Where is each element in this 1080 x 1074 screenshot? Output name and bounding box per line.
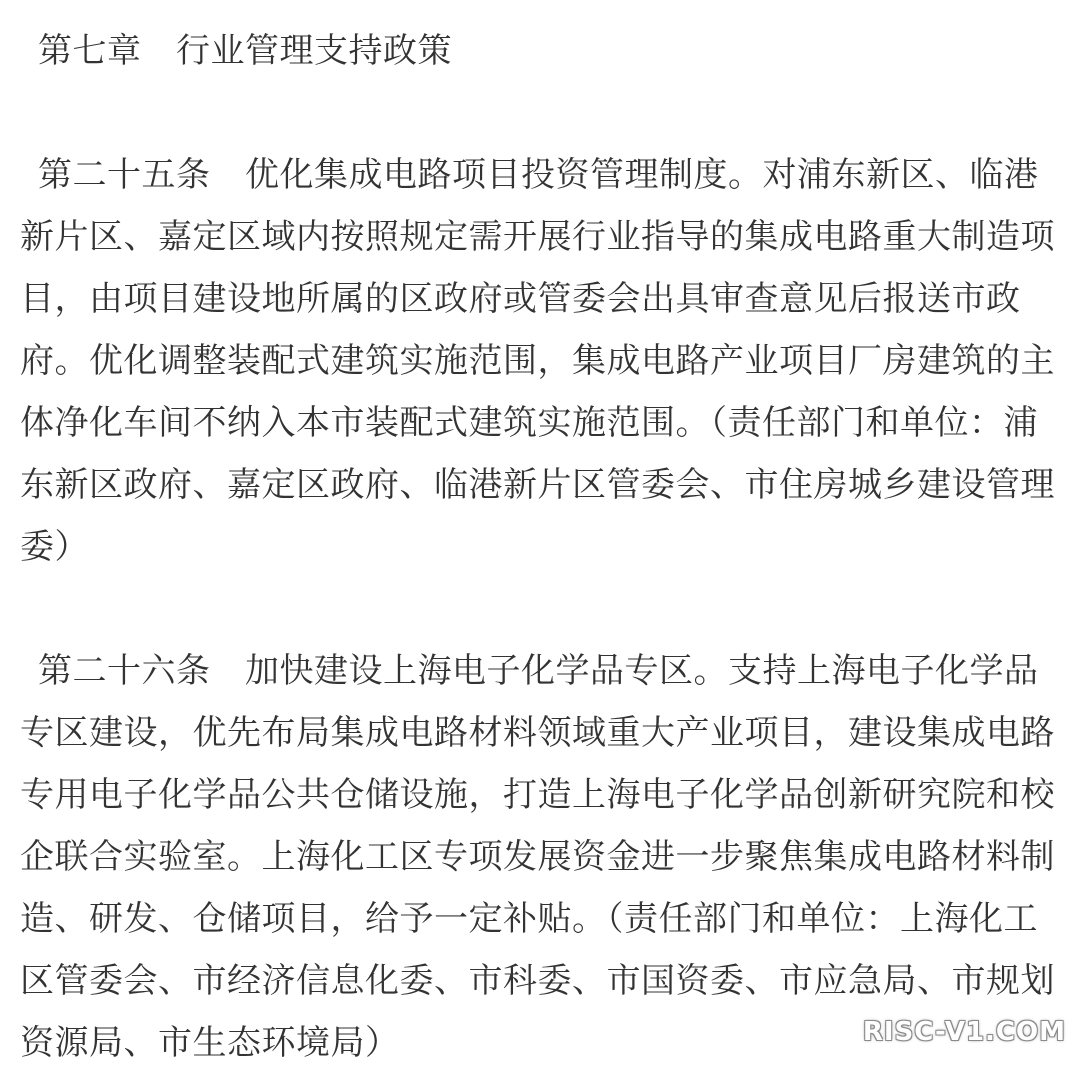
article-25-line: 第二十五条 优化集成电路项目投资管理制度。对浦东新区、临港 [38,155,1039,195]
article-25-line: 府。优化调整装配式建筑实施范围，集成电路产业项目厂房建筑的主 [20,341,1055,381]
site-watermark: RISC-V1.COM [862,1017,1066,1047]
article-26-line: 第二十六条 加快建设上海电子化学品专区。支持上海电子化学品 [38,651,1039,691]
article-25-line: 体净化车间不纳入本市装配式建筑实施范围。（责任部门和单位：浦 [20,403,1038,443]
document-page [20,20,1060,1074]
paragraph-gap [20,578,1060,640]
article-25-line: 目，由项目建设地所属的区政府或管委会出具审查意见后报送市政 [20,279,1021,319]
article-26-line: 造、研发、仓储项目，给予一定补贴。（责任部门和单位：上海化工 [20,899,1038,939]
paragraph-gap [20,82,1060,144]
chapter-title: 第七章 行业管理支持政策 [38,31,452,71]
article-26-line: 专用电子化学品公共仓储设施，打造上海电子化学品创新研究院和校 [20,775,1055,815]
article-25-line: 委） [20,527,89,567]
article-26-line: 专区建设，优先布局集成电路材料领域重大产业项目，建设集成电路 [20,713,1055,753]
article-25-line: 东新区政府、嘉定区政府、临港新片区管委会、市住房城乡建设管理 [20,465,1055,505]
article-26-line: 企联合实验室。上海化工区专项发展资金进一步聚焦集成电路材料制 [20,837,1055,877]
article-26 [20,640,1060,1074]
article-26-line: 资源局、市生态环境局） [20,1023,400,1063]
article-25-line: 新片区、嘉定区域内按照规定需开展行业指导的集成电路重大制造项 [20,217,1055,257]
article-25 [20,144,1060,578]
article-26-line: 区管委会、市经济信息化委、市科委、市国资委、市应急局、市规划 [20,961,1055,1001]
